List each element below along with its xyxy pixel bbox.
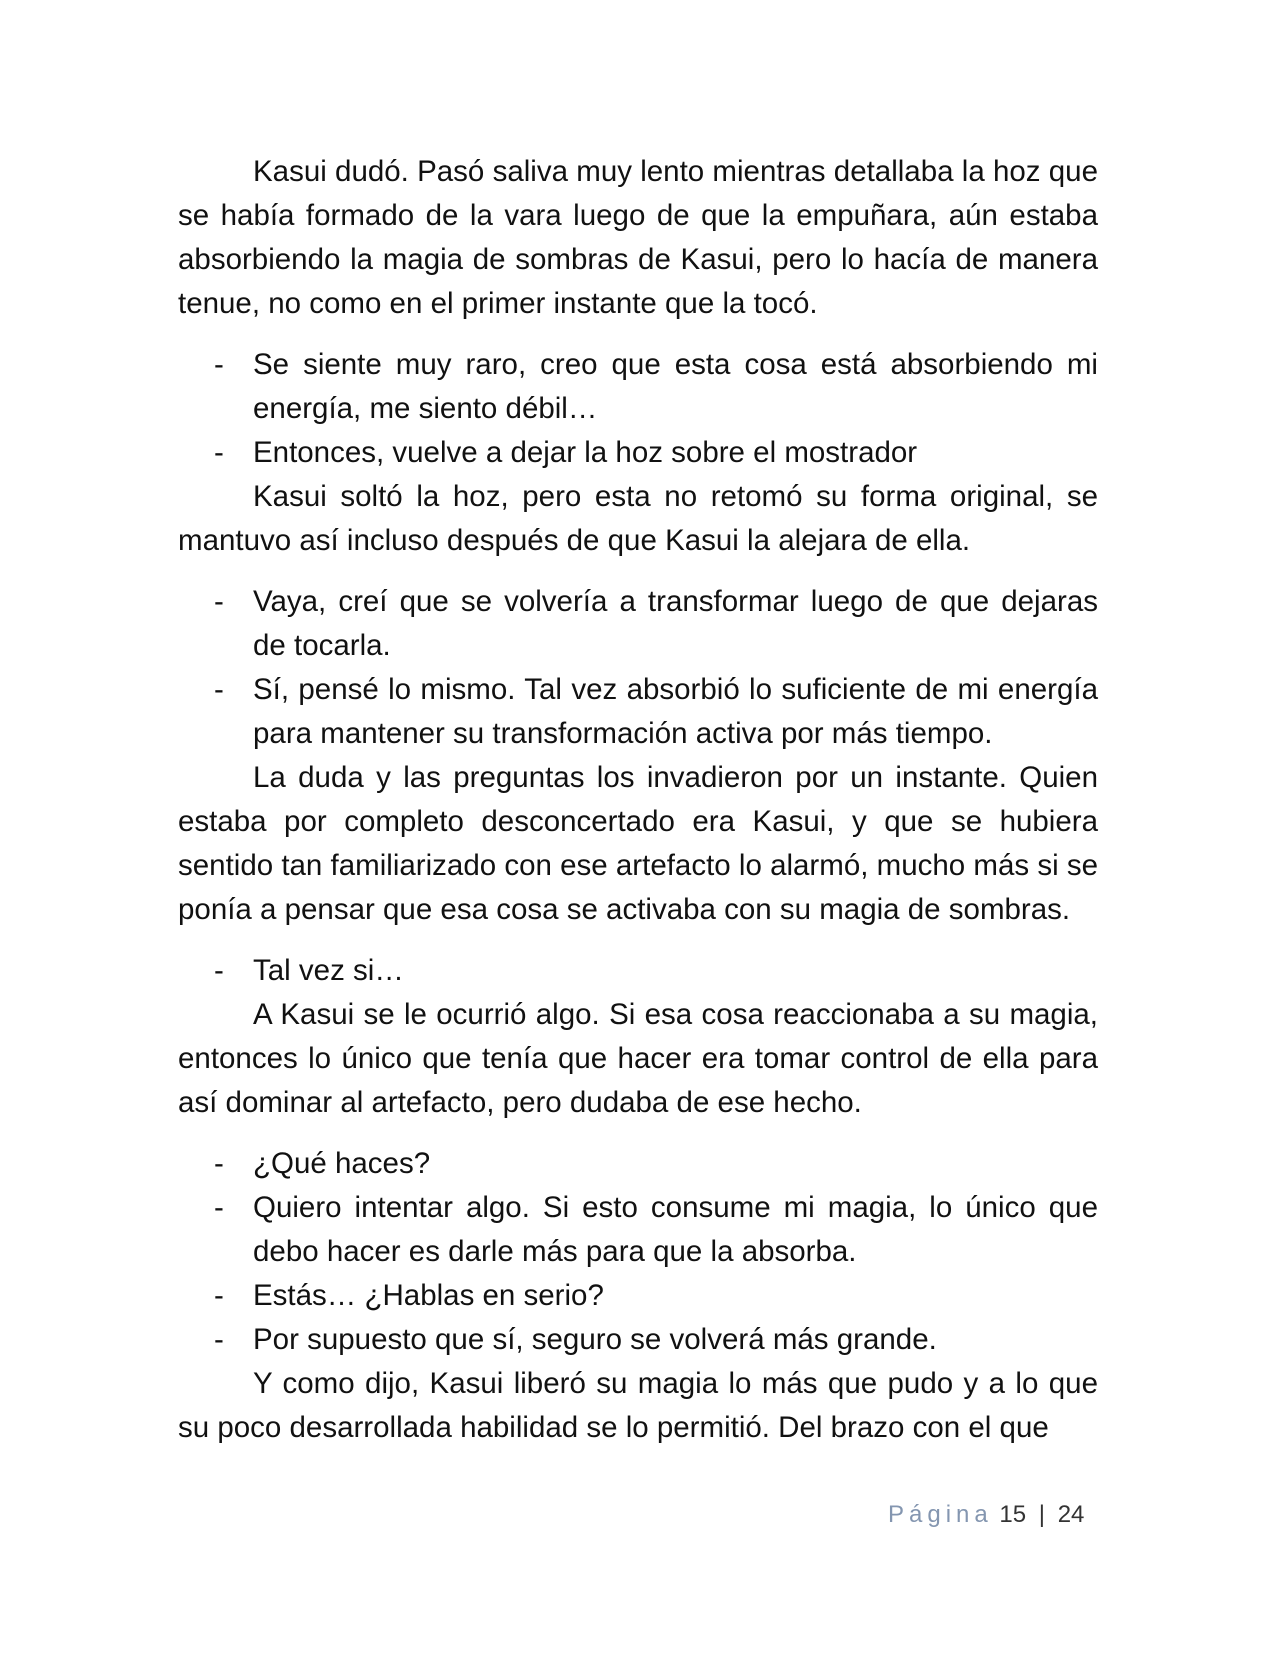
dialogue-text: Sí, pensé lo mismo. Tal vez absorbió lo suficiente de mi energía para mantener su transformación activa por más tiempo.	[253, 673, 1098, 750]
paragraph: Y como dijo, Kasui liberó su magia lo más que pudo y a lo que su poco desarrollada habilidad se lo permitió. Del brazo con el que	[178, 1367, 1098, 1444]
page-separator: |	[1038, 1501, 1046, 1528]
dialogue-group	[178, 343, 1098, 475]
paragraph: Kasui soltó la hoz, pero esta no retomó su forma original, se mantuvo así incluso después de que Kasui la alejara de ella.	[178, 480, 1098, 557]
paragraph: La duda y las preguntas los invadieron por un instante. Quien estaba por completo desconcertado era Kasui, y que se hubiera sentido tan familiarizado con ese artefacto lo alarmó, mucho más si se ponía a pensar que esa cosa se activaba con su magia de sombras.	[178, 761, 1098, 926]
dialogue-line	[178, 580, 1098, 668]
dialogue-text: Estás… ¿Hablas en serio?	[253, 1279, 604, 1312]
page-total: 24	[1057, 1501, 1085, 1528]
dialogue-text: Por supuesto que sí, seguro se volverá más grande.	[253, 1323, 937, 1356]
page-footer	[888, 1500, 1084, 1530]
dialogue-text: Quiero intentar algo. Si esto consume mi magia, lo único que debo hacer es darle más para que la absorba.	[253, 1191, 1098, 1268]
dialogue-text: Vaya, creí que se volvería a transformar luego de que dejaras de tocarla.	[253, 585, 1098, 662]
dialogue-line	[178, 668, 1098, 756]
dialogue-dash: -	[214, 436, 224, 469]
dialogue-dash: -	[214, 1279, 224, 1312]
dialogue-line	[178, 949, 1098, 993]
dialogue-dash: -	[214, 348, 224, 381]
dialogue-dash: -	[214, 1191, 224, 1224]
dialogue-dash: -	[214, 1147, 224, 1180]
dialogue-text: Tal vez si…	[253, 954, 404, 987]
dialogue-line	[178, 431, 1098, 475]
page-label: Página	[888, 1501, 993, 1528]
paragraph: Kasui dudó. Pasó saliva muy lento mientras detallaba la hoz que se había formado de la vara luego de que la empuñara, aún estaba absorbiendo la magia de sombras de Kasui, pero lo hacía de manera tenue, no como en el primer instante que la tocó.	[178, 155, 1098, 320]
dialogue-text: Se siente muy raro, creo que esta cosa está absorbiendo mi energía, me siento débil…	[253, 348, 1098, 425]
dialogue-group	[178, 1142, 1098, 1362]
dialogue-line	[178, 1186, 1098, 1274]
dialogue-dash: -	[214, 1323, 224, 1356]
dialogue-text: ¿Qué haces?	[253, 1147, 431, 1180]
dialogue-dash: -	[214, 954, 224, 987]
dialogue-dash: -	[214, 585, 224, 618]
dialogue-line	[178, 1142, 1098, 1186]
page-number: 15	[999, 1501, 1027, 1528]
dialogue-line	[178, 1318, 1098, 1362]
paragraph: A Kasui se le ocurrió algo. Si esa cosa reaccionaba a su magia, entonces lo único que tenía que hacer era tomar control de ella para así dominar al artefacto, pero dudaba de ese hecho.	[178, 998, 1098, 1119]
document-page	[178, 150, 1098, 1467]
dialogue-group	[178, 580, 1098, 756]
dialogue-text: Entonces, vuelve a dejar la hoz sobre el mostrador	[253, 436, 918, 469]
dialogue-line	[178, 1274, 1098, 1318]
dialogue-dash: -	[214, 673, 224, 706]
dialogue-group	[178, 949, 1098, 993]
dialogue-line	[178, 343, 1098, 431]
